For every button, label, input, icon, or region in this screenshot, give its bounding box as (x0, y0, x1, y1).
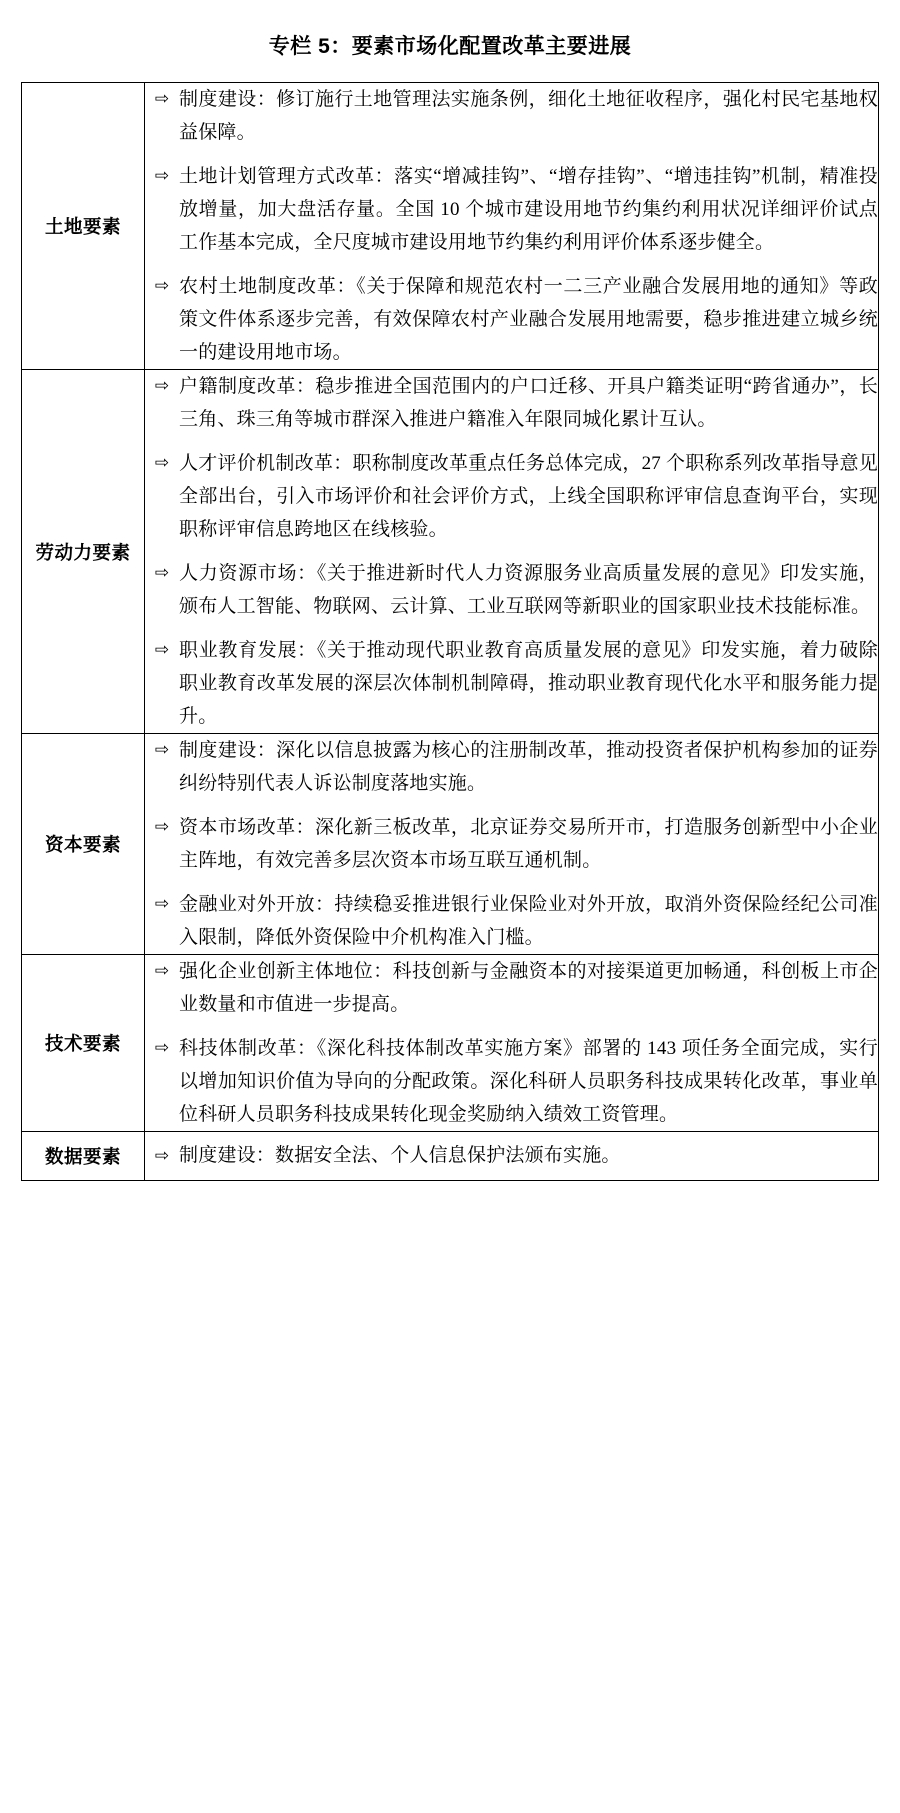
row-content-technology (145, 955, 879, 1132)
table-row (22, 955, 879, 1132)
row-category-land: 土地要素 (22, 83, 145, 370)
progress-table (21, 82, 879, 1181)
bullet-list (145, 83, 878, 369)
row-category-technology: 技术要素 (22, 955, 145, 1132)
list-item (145, 83, 878, 149)
list-item-text: 制度建设：数据安全法、个人信息保护法颁布实施。 (179, 1145, 621, 1166)
list-item-text: 农村土地制度改革：《关于保障和规范农村一二三产业融合发展用地的通知》等政策文件体系逐步完善，有效保障农村产业融合发展用地需要，稳步推进建立城乡统一的建设用地市场。 (179, 276, 878, 363)
list-item (145, 888, 878, 954)
arrow-right-icon: ⇨ (154, 276, 170, 296)
list-item-text: 人才评价机制改革：职称制度改革重点任务总体完成，27 个职称系列改革指导意见全部出台，引入市场评价和社会评价方式，上线全国职称评审信息查询平台，实现职称评审信息跨地区在线核验。 (179, 453, 878, 540)
list-item (145, 270, 878, 369)
list-item-text: 职业教育发展：《关于推动现代职业教育高质量发展的意见》印发实施，着力破除职业教育改革发展的深层次体制机制障碍，推动职业教育现代化水平和服务能力提升。 (179, 640, 878, 727)
row-category-data: 数据要素 (22, 1132, 145, 1181)
list-item (145, 955, 878, 1021)
list-item (145, 160, 878, 259)
row-category-capital: 资本要素 (22, 734, 145, 955)
row-category-labor: 劳动力要素 (22, 370, 145, 734)
list-item-text: 科技体制改革：《深化科技体制改革实施方案》部署的 143 项任务全面完成，实行以增加知识价值为导向的分配政策。深化科研人员职务科技成果转化改革，事业单位科研人员职务科技成果转化现金奖励纳入绩效工资管理。 (179, 1038, 878, 1125)
list-item-text: 户籍制度改革：稳步推进全国范围内的户口迁移、开具户籍类证明“跨省通办”，长三角、珠三角等城市群深入推进户籍准入年限同城化累计互认。 (179, 376, 878, 430)
list-item-text: 土地计划管理方式改革：落实“增减挂钩”、“增存挂钩”、“增违挂钩”机制，精准投放增量，加大盘活存量。全国 10 个城市建设用地节约集约利用状况详细评价试点工作基本完成，全尺度城市建设用地节约集约利用评价体系逐步健全。 (179, 166, 878, 253)
list-item (145, 557, 878, 623)
arrow-right-icon: ⇨ (154, 740, 170, 760)
arrow-right-icon: ⇨ (154, 640, 170, 660)
list-item (145, 370, 878, 436)
table-row (22, 734, 879, 955)
list-item (145, 811, 878, 877)
arrow-right-icon: ⇨ (154, 894, 170, 914)
arrow-right-icon: ⇨ (154, 166, 170, 186)
list-item-text: 人力资源市场：《关于推进新时代人力资源服务业高质量发展的意见》印发实施，颁布人工智能、物联网、云计算、工业互联网等新职业的国家职业技术技能标准。 (179, 563, 878, 617)
list-item (145, 447, 878, 546)
row-content-land (145, 83, 879, 370)
list-item (145, 1141, 878, 1171)
bullet-list (145, 370, 878, 733)
arrow-right-icon: ⇨ (154, 1146, 170, 1166)
row-content-capital (145, 734, 879, 955)
table-row (22, 83, 879, 370)
bullet-list (145, 734, 878, 954)
arrow-right-icon: ⇨ (154, 1038, 170, 1058)
list-item-text: 制度建设：深化以信息披露为核心的注册制改革，推动投资者保护机构参加的证券纠纷特别代表人诉讼制度落地实施。 (179, 740, 878, 794)
table-row (22, 370, 879, 734)
list-item (145, 634, 878, 733)
arrow-right-icon: ⇨ (154, 961, 170, 981)
table-row (22, 1132, 879, 1181)
list-item-text: 强化企业创新主体地位：科技创新与金融资本的对接渠道更加畅通，科创板上市企业数量和市值进一步提高。 (179, 961, 878, 1015)
list-item (145, 734, 878, 800)
list-item-text: 资本市场改革：深化新三板改革，北京证券交易所开市，打造服务创新型中小企业主阵地，有效完善多层次资本市场互联互通机制。 (179, 817, 878, 871)
bullet-list (145, 1141, 878, 1171)
arrow-right-icon: ⇨ (154, 376, 170, 396)
arrow-right-icon: ⇨ (154, 817, 170, 837)
list-item-text: 金融业对外开放：持续稳妥推进银行业保险业对外开放，取消外资保险经纪公司准入限制，降低外资保险中介机构准入门槛。 (179, 894, 878, 948)
arrow-right-icon: ⇨ (154, 563, 170, 583)
arrow-right-icon: ⇨ (154, 453, 170, 473)
row-content-data (145, 1132, 879, 1181)
arrow-right-icon: ⇨ (154, 89, 170, 109)
list-item-text: 制度建设：修订施行土地管理法实施条例，细化土地征收程序，强化村民宅基地权益保障。 (179, 89, 878, 143)
list-item (145, 1032, 878, 1131)
page-title: 专栏 5：要素市场化配置改革主要进展 (268, 35, 632, 58)
bullet-list (145, 955, 878, 1131)
row-content-labor (145, 370, 879, 734)
